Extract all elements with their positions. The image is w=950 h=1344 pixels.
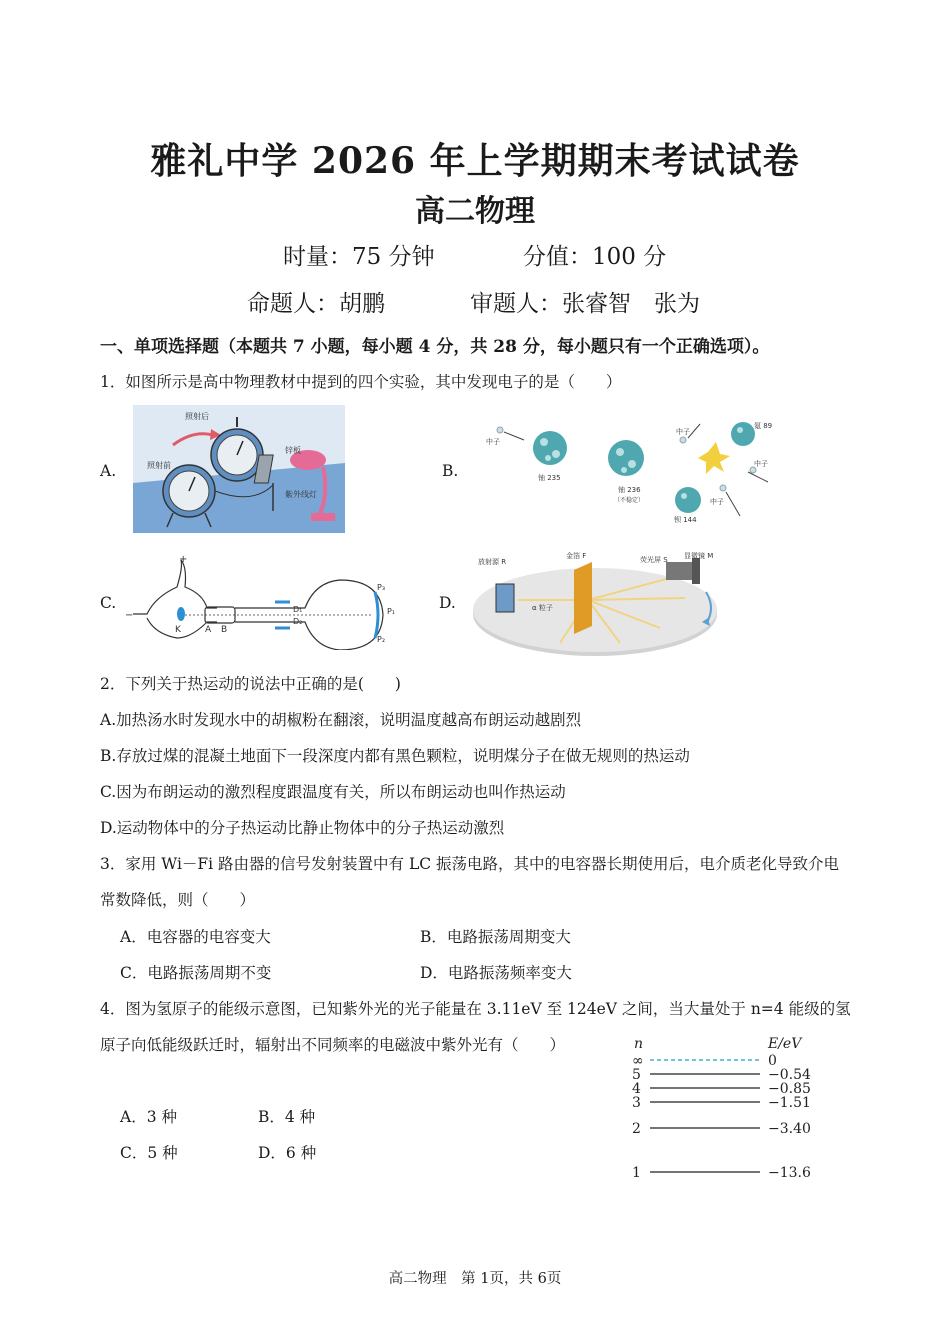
q4-option-c: C．5 种: [120, 1144, 178, 1162]
energy-level-n: 4: [632, 1081, 641, 1097]
figure-c-cathode-tube: [125, 552, 415, 650]
fig-a-before-label: 照射前: [147, 461, 171, 470]
fig-a-after-label: 照射后: [185, 412, 209, 421]
q4-stem-line1: 4．图为氢原子的能级示意图，已知紫外光的光子能量在 3.11eV 至 124eV 之间，当大量处于 n=4 能级的氢: [100, 1000, 851, 1018]
fig-c-p1-label: P₁: [387, 607, 396, 616]
question-setter: 命题人：胡鹏: [247, 291, 385, 317]
q1-stem: 1．如图所示是高中物理教材中提到的四个实验，其中发现电子的是（ ）: [100, 373, 622, 391]
fig-c-k-label: K: [175, 625, 181, 635]
q2-stem: 2．下列关于热运动的说法中正确的是( ): [100, 675, 401, 693]
energy-level-value: −0.54: [768, 1067, 811, 1083]
exam-title: 雅礼中学 2026 年上学期期末考试试卷: [150, 140, 800, 182]
total-score: 分值：100 分: [523, 244, 667, 270]
energy-level-n: 3: [632, 1095, 641, 1111]
energy-level-value: 0: [768, 1053, 777, 1069]
energy-level-n: ∞: [632, 1053, 644, 1069]
fig-b-neutron2-label: 中子: [676, 428, 690, 436]
energy-level-diagram: [620, 1030, 820, 1190]
energy-levels: [632, 1053, 811, 1181]
fig-a-plate-label: 锌板: [285, 446, 301, 455]
energy-level-n: 5: [632, 1067, 641, 1083]
q1-option-d-label: D.: [439, 594, 456, 612]
energy-level-value: −1.51: [768, 1095, 811, 1111]
figure-d-alpha-scattering: [470, 548, 720, 660]
q3-option-b: B．电路振荡周期变大: [420, 928, 571, 946]
q4-option-a: A．3 种: [120, 1108, 177, 1126]
energy-level-n: 2: [632, 1121, 641, 1137]
fig-c-a-label: A: [205, 625, 212, 635]
q4-option-d: D．6 种: [258, 1144, 317, 1162]
q2-option-d: D.运动物体中的分子热运动比静止物体中的分子热运动激烈: [100, 819, 505, 837]
fig-b-unstable-label: （不稳定）: [614, 497, 645, 504]
figure-a-electroscope: [133, 405, 345, 533]
energy-level-n: 1: [632, 1165, 641, 1181]
fig-c-d1-label: D₁: [293, 605, 303, 614]
fig-c-p3-label: P₃: [377, 583, 386, 592]
q1-option-c-label: C.: [100, 594, 117, 612]
q3-stem-line2: 常数降低，则（ ）: [100, 891, 256, 909]
figure-b-fission: [478, 410, 778, 528]
fig-c-plus-label: +: [179, 554, 188, 565]
page-footer: 高二物理 第 1页，共 6页: [388, 1271, 562, 1287]
fig-c-minus-label: −: [125, 610, 134, 621]
fig-c-p2-label: P₂: [377, 635, 386, 644]
q3-option-a: A．电容器的电容变大: [120, 928, 271, 946]
fig-d-screen-label: 荧光屏 S: [640, 556, 668, 564]
time-limit: 时量：75 分钟: [283, 244, 435, 270]
fig-b-neutron-label: 中子: [486, 438, 500, 446]
fig-b-neutron4-label: 中子: [710, 498, 724, 506]
section-heading: 一、单项选择题（本题共 7 小题，每小题 4 分，共 28 分，每小题只有一个正确选项）。: [100, 337, 770, 357]
q2-option-a: A.加热汤水时发现水中的胡椒粉在翻滚，说明温度越高布朗运动越剧烈: [100, 711, 582, 729]
energy-e-header: E/eV: [768, 1036, 802, 1052]
fig-c-d2-label: D₂: [293, 617, 303, 626]
energy-level-value: −3.40: [768, 1121, 811, 1137]
fig-b-ba-label: 钡 144: [674, 516, 697, 524]
q2-option-c: C.因为布朗运动的激烈程度跟温度有关，所以布朗运动也叫作热运动: [100, 783, 566, 801]
subject-title: 高二物理: [415, 194, 535, 229]
energy-level-value: −13.6: [768, 1165, 811, 1181]
question-reviewer: 审题人：张睿智 张为: [470, 291, 700, 317]
fig-d-alpha-label: α 粒子: [532, 604, 553, 612]
fig-b-neutron3-label: 中子: [754, 460, 768, 468]
fig-d-source-label: 放射源 R: [478, 558, 507, 566]
q3-stem-line1: 3．家用 Wi－Fi 路由器的信号发射装置中有 LC 振荡电路，其中的电容器长期使用后，电介质老化导致介电: [100, 855, 840, 873]
energy-level-value: −0.85: [768, 1081, 811, 1097]
q3-option-d: D．电路振荡频率变大: [420, 964, 572, 982]
q1-option-a-label: A.: [100, 462, 117, 480]
energy-n-header: n: [634, 1036, 644, 1052]
q1-option-b-label: B.: [442, 462, 459, 480]
fig-c-b-label: B: [221, 625, 228, 635]
fig-d-foil-label: 金箔 F: [566, 552, 587, 560]
fig-d-microscope-label: 显微镜 M: [684, 552, 714, 560]
q4-stem-line2: 原子向低能级跃迁时，辐射出不同频率的电磁波中紫外光有（ ）: [100, 1036, 566, 1054]
q3-option-c: C．电路振荡周期不变: [120, 964, 272, 982]
fig-b-kr-label: 氪 89: [754, 422, 773, 430]
q2-option-b: B.存放过煤的混凝土地面下一段深度内都有黑色颗粒，说明煤分子在做无规则的热运动: [100, 747, 690, 765]
fig-b-u236-label: 铀 236: [618, 486, 641, 494]
fig-b-u235-label: 铀 235: [538, 474, 561, 482]
fig-a-lamp-label: 紫外线灯: [285, 490, 317, 499]
q4-option-b: B．4 种: [258, 1108, 316, 1126]
